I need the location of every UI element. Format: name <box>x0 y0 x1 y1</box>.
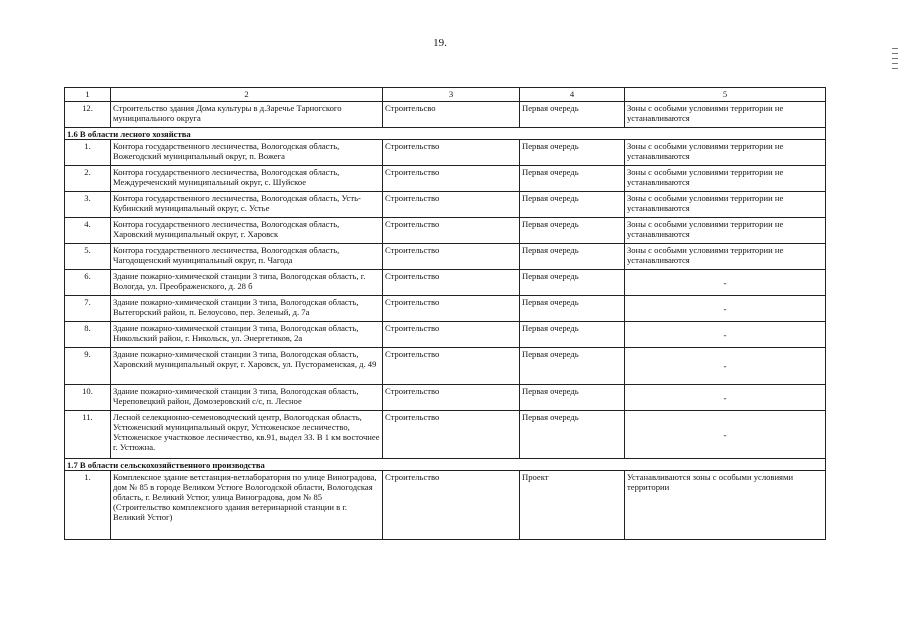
section-title: 1.7 В области сельскохозяйственного производства <box>65 459 826 471</box>
page-number: 19. <box>433 37 447 49</box>
header-cell: 5 <box>625 88 826 102</box>
row-number-cell: 5. <box>65 244 111 270</box>
object-name-cell: Контора государственного лесничества, Вологодская область, Междуреченский муниципальный округ, с. Шуйское <box>111 166 383 192</box>
object-name-cell: Лесной селекционно-семеноводческий центр, Вологодская область, Устюженский муниципальный округ, Устюженское лесничество, Устюженское участковое лесничество, кв.91, выдел 33. В 1 км восточнее г. Устюжна. <box>111 411 383 459</box>
table-row <box>65 471 826 540</box>
table-header-row <box>65 88 826 102</box>
projects-table-body <box>65 88 826 540</box>
table-row <box>65 166 826 192</box>
zones-cell: - <box>625 270 826 296</box>
header-cell: 3 <box>383 88 520 102</box>
stage-cell: Первая очередь <box>520 270 625 296</box>
activity-type-cell: Строительство <box>383 385 520 411</box>
zones-cell: - <box>625 348 826 385</box>
object-name-cell: Контора государственного лесничества, Вологодская область, Усть-Кубинский муниципальный округ, с. Устье <box>111 192 383 218</box>
row-number-cell: 1. <box>65 140 111 166</box>
row-number-cell: 1. <box>65 471 111 540</box>
activity-type-cell: Строительство <box>383 218 520 244</box>
zones-cell: Зоны с особыми условиями территории не устанавливаются <box>625 192 826 218</box>
activity-type-cell: Строительсво <box>383 102 520 128</box>
zones-cell: - <box>625 296 826 322</box>
margin-marks <box>892 48 900 73</box>
activity-type-cell: Строительство <box>383 140 520 166</box>
activity-type-cell: Строительство <box>383 166 520 192</box>
table-row <box>65 244 826 270</box>
stage-cell: Первая очередь <box>520 322 625 348</box>
section-row <box>65 459 826 471</box>
header-cell: 1 <box>65 88 111 102</box>
object-name-cell: Здание пожарно-химической станции 3 типа, Вологодская область, Никольский район, г. Никольск, ул. Энергетиков, 2а <box>111 322 383 348</box>
object-name-cell: Контора государственного лесничества, Вологодская область, Харовский муниципальный округ, г. Харовск <box>111 218 383 244</box>
activity-type-cell: Строительство <box>383 244 520 270</box>
zones-cell: Зоны с особыми условиями территории не устанавливаются <box>625 244 826 270</box>
object-name-cell: Контора государственного лесничества, Вологодская область, Чагодощенский муниципальный округ, п. Чагода <box>111 244 383 270</box>
stage-cell: Первая очередь <box>520 296 625 322</box>
table-row <box>65 385 826 411</box>
table-row <box>65 322 826 348</box>
row-number-cell: 8. <box>65 322 111 348</box>
activity-type-cell: Строительство <box>383 411 520 459</box>
activity-type-cell: Строительство <box>383 348 520 385</box>
row-number-cell: 4. <box>65 218 111 244</box>
activity-type-cell: Строительство <box>383 192 520 218</box>
object-name-cell: Здание пожарно-химической станции 3 типа, Вологодская область, Череповецкий район, Домозеровский с/с, п. Лесное <box>111 385 383 411</box>
table-row <box>65 102 826 128</box>
stage-cell: Первая очередь <box>520 192 625 218</box>
stage-cell: Первая очередь <box>520 411 625 459</box>
activity-type-cell: Строительство <box>383 471 520 540</box>
zones-cell: Зоны с особыми условиями территории не устанавливаются <box>625 166 826 192</box>
table-row <box>65 140 826 166</box>
row-number-cell: 3. <box>65 192 111 218</box>
object-name-cell: Здание пожарно-химической станции 3 типа, Вологодская область, Вытегорский район, п. Белоусово, пер. Зеленый, д. 7а <box>111 296 383 322</box>
table-row <box>65 348 826 385</box>
activity-type-cell: Строительство <box>383 270 520 296</box>
zones-cell: Устанавливаются зоны с особыми условиями территории <box>625 471 826 540</box>
zones-cell: Зоны с особыми условиями территории не устанавливаются <box>625 218 826 244</box>
projects-table <box>64 87 826 540</box>
stage-cell: Первая очередь <box>520 244 625 270</box>
row-number-cell: 12. <box>65 102 111 128</box>
zones-cell: - <box>625 322 826 348</box>
zones-cell: - <box>625 385 826 411</box>
row-number-cell: 6. <box>65 270 111 296</box>
table-row <box>65 218 826 244</box>
stage-cell: Первая очередь <box>520 102 625 128</box>
table-row <box>65 270 826 296</box>
row-number-cell: 10. <box>65 385 111 411</box>
section-row <box>65 128 826 140</box>
table-row <box>65 192 826 218</box>
row-number-cell: 11. <box>65 411 111 459</box>
stage-cell: Первая очередь <box>520 348 625 385</box>
section-title: 1.6 В области лесного хозяйства <box>65 128 826 140</box>
stage-cell: Первая очередь <box>520 218 625 244</box>
object-name-cell: Здание пожарно-химической станции 3 типа, Вологодская область, Харовский муниципальный округ, г. Харовск, ул. Пустораменская, д. 49 <box>111 348 383 385</box>
row-number-cell: 7. <box>65 296 111 322</box>
header-cell: 2 <box>111 88 383 102</box>
activity-type-cell: Строительство <box>383 296 520 322</box>
header-cell: 4 <box>520 88 625 102</box>
stage-cell: Первая очередь <box>520 140 625 166</box>
zones-cell: - <box>625 411 826 459</box>
activity-type-cell: Строительство <box>383 322 520 348</box>
object-name-cell: Контора государственного лесничества, Вологодская область, Вожегодский муниципальный округ, п. Вожега <box>111 140 383 166</box>
zones-cell: Зоны с особыми условиями территории не устанавливаются <box>625 102 826 128</box>
stage-cell: Первая очередь <box>520 385 625 411</box>
table-row <box>65 296 826 322</box>
zones-cell: Зоны с особыми условиями территории не устанавливаются <box>625 140 826 166</box>
object-name-cell: Комплексное здание ветстанция-ветлаборатория по улице Виноградова, дом № 85 в городе Великом Устюге Вологодской области, Вологодская область, г. Великий Устюг, улица Виноградова, дом № 85 (Строительство комплексного здания ветеринарной станции в г. Великий Устюг) <box>111 471 383 540</box>
table-row <box>65 411 826 459</box>
row-number-cell: 9. <box>65 348 111 385</box>
stage-cell: Первая очередь <box>520 166 625 192</box>
row-number-cell: 2. <box>65 166 111 192</box>
stage-cell: Проект <box>520 471 625 540</box>
object-name-cell: Строительство здания Дома культуры в д.Заречье Тарногского муниципального округа <box>111 102 383 128</box>
object-name-cell: Здание пожарно-химической станции 3 типа, Вологодская область, г. Вологда, ул. Преображенского, д. 28 б <box>111 270 383 296</box>
